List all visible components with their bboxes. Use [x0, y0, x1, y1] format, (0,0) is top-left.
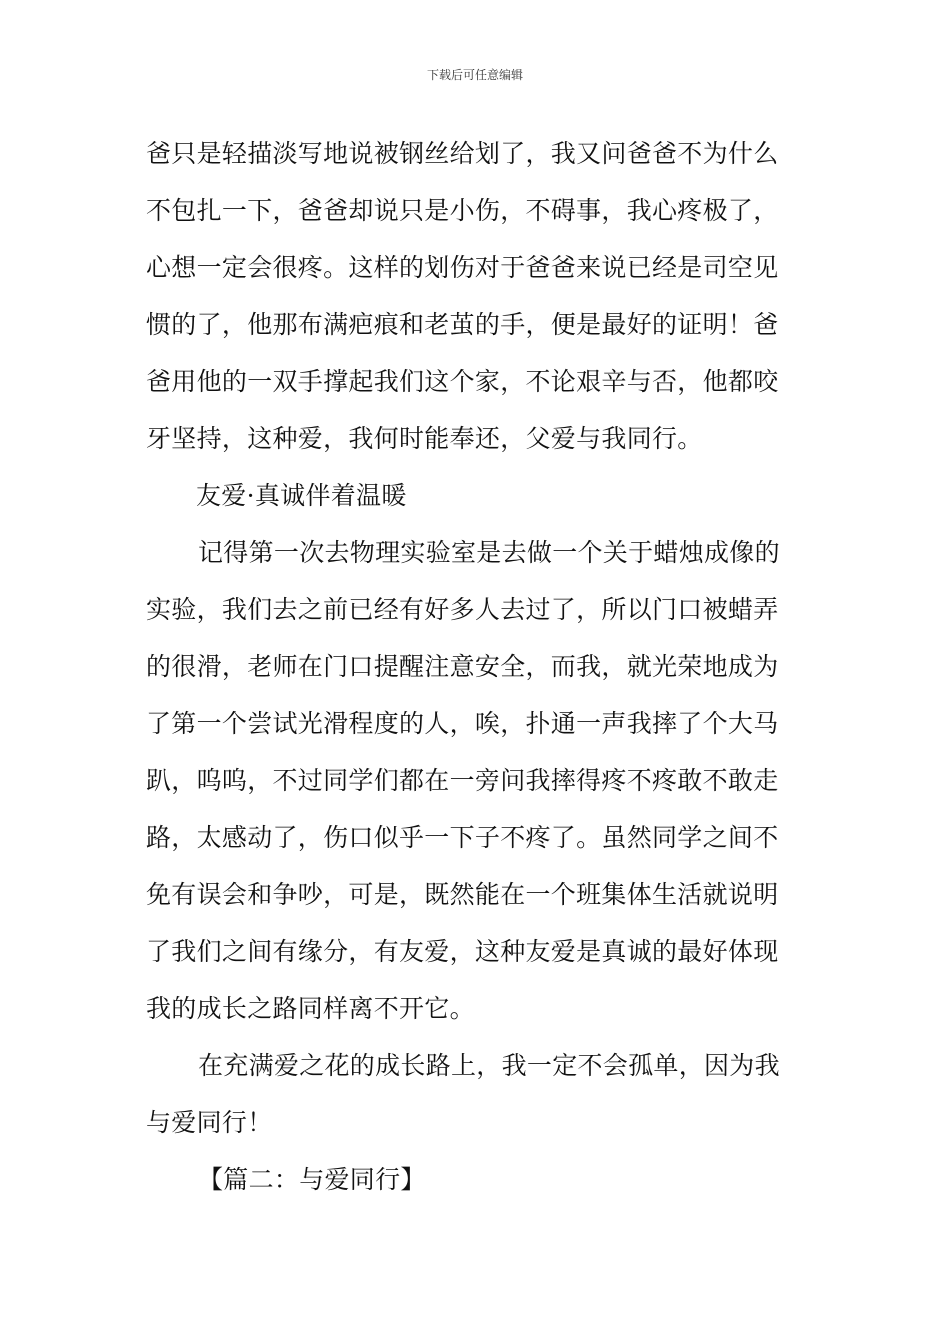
- text-line: 惯的了，他那布满疤痕和老茧的手，便是最好的证明！爸: [146, 310, 779, 339]
- text-line: 爸用他的一双手撑起我们这个家，不论艰辛与否，他都咬: [146, 367, 779, 396]
- text-line: 实验，我们去之前已经有好多人去过了，所以门口被蜡弄: [146, 595, 779, 624]
- text-line: 牙坚持，这种爱，我何时能奉还，父爱与我同行。: [146, 424, 703, 453]
- text-line: 免有误会和争吵，可是，既然能在一个班集体生活就说明: [146, 880, 779, 909]
- text-line: 趴，呜呜，不过同学们都在一旁问我摔得疼不疼敢不敢走: [146, 766, 779, 795]
- text-line: 路，太感动了，伤口似乎一下子不疼了。虽然同学之间不: [146, 823, 779, 852]
- text-line: 不包扎一下，爸爸却说只是小伤，不碍事，我心疼极了，: [146, 196, 779, 225]
- text-line: 心想一定会很疼。这样的划伤对于爸爸来说已经是司空见: [146, 253, 779, 282]
- paragraph-start-line: 记得第一次去物理实验室是去做一个关于蜡烛成像的: [198, 538, 780, 567]
- text-line: 了第一个尝试光滑程度的人，唉，扑通一声我摔了个大马: [146, 709, 779, 738]
- text-line: 爸只是轻描淡写地说被钢丝给划了，我又问爸爸不为什么: [146, 139, 779, 168]
- paragraph-start-line: 在充满爱之花的成长路上，我一定不会孤单，因为我: [198, 1051, 780, 1080]
- section-title: 【篇二：与爱同行】: [198, 1165, 426, 1194]
- text-line: 的很滑，老师在门口提醒注意安全，而我，就光荣地成为: [146, 652, 779, 681]
- page-header: 下载后可任意编辑: [426, 68, 523, 82]
- section-subheading: 友爱·真诚伴着温暖: [196, 481, 407, 510]
- text-line: 与爱同行！: [146, 1108, 273, 1137]
- text-line: 了我们之间有缘分，有友爱，这种友爱是真诚的最好体现: [146, 937, 779, 966]
- text-line: 我的成长之路同样离不开它。: [146, 994, 475, 1023]
- document-body: [146, 128, 814, 1211]
